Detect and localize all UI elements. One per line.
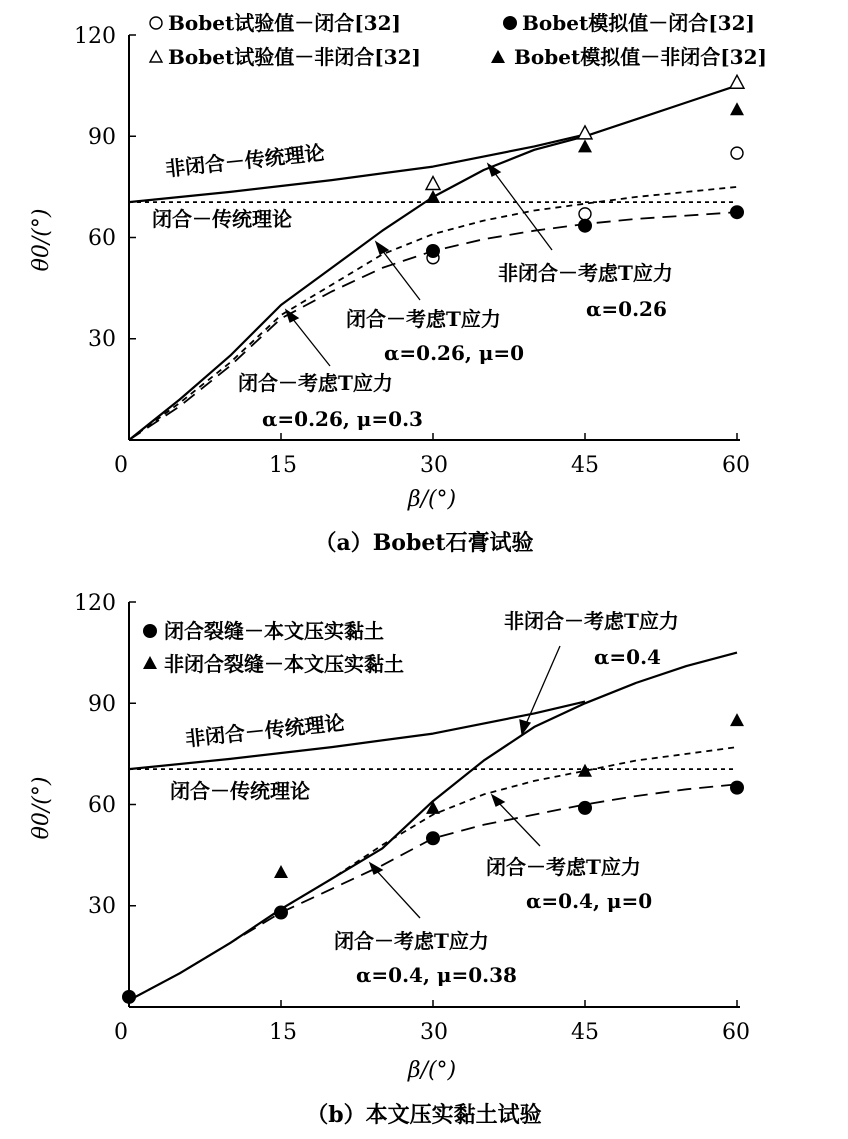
annotation-b-closed-t-mu038-params: α=0.4, μ=0.38 bbox=[356, 963, 517, 987]
data-point-b-s6-3 bbox=[730, 713, 744, 726]
data-point-a-s8-1 bbox=[578, 139, 592, 152]
legend-marker-circle-open bbox=[150, 17, 162, 29]
legend-marker-triangle-open bbox=[150, 51, 162, 62]
axes-a bbox=[129, 35, 740, 440]
annotation-a-nonclosed-traditional: 非闭合－传统理论 bbox=[164, 140, 326, 181]
annotation-b-nonclosed-traditional: 非闭合－传统理论 bbox=[184, 710, 346, 751]
y-tick-label-b-30: 30 bbox=[88, 894, 116, 919]
legend-marker-circle-filled bbox=[503, 16, 517, 30]
annotation-b-nonclosed-t-alpha: α=0.4 bbox=[594, 645, 661, 669]
chart-b bbox=[29, 591, 750, 1128]
x-tick-label-b-60: 60 bbox=[722, 1020, 750, 1045]
annotation-a-closed-t-mu03-params: α=0.26, μ=0.3 bbox=[262, 407, 423, 431]
data-point-a-s6-1 bbox=[578, 219, 592, 233]
y-tick-label-a-60: 60 bbox=[88, 226, 116, 251]
data-point-b-s6-0 bbox=[274, 865, 288, 878]
annotation-a-closed-t-mu03: 闭合－考虑T应力 bbox=[238, 371, 393, 395]
annotation-b-closed-t-mu038: 闭合－考虑T应力 bbox=[334, 929, 489, 953]
legend-label-a-0: Bobet试验值－闭合[32] bbox=[168, 11, 401, 35]
y-axis-label-a: θ0/(°) bbox=[29, 208, 54, 272]
legend-label-b-0: 闭合裂缝－本文压实黏土 bbox=[164, 619, 384, 643]
annotation-b-nonclosed-t: 非闭合－考虑T应力 bbox=[504, 609, 679, 633]
data-point-b-s5-4 bbox=[730, 781, 744, 795]
y-tick-label-b-60: 60 bbox=[88, 793, 116, 818]
plot-area-a bbox=[129, 75, 744, 440]
legend-marker-circle-filled bbox=[143, 624, 157, 638]
data-point-b-s5-1 bbox=[274, 906, 288, 920]
data-point-b-s5-2 bbox=[426, 831, 440, 845]
legend-a bbox=[150, 11, 767, 69]
x-tick-label-a-60: 60 bbox=[722, 453, 750, 478]
annotation-b-closed-traditional: 闭合－传统理论 bbox=[170, 779, 310, 803]
data-point-a-s8-0 bbox=[426, 190, 440, 203]
x-tick-label-b-15: 15 bbox=[269, 1020, 297, 1045]
y-tick-label-b-120: 120 bbox=[74, 591, 116, 616]
y-tick-label-a-30: 30 bbox=[88, 327, 116, 352]
y-axis-label-b: θ0/(°) bbox=[29, 776, 54, 840]
data-point-a-s5-1 bbox=[579, 208, 591, 220]
x-axis-label-a: β/(°) bbox=[407, 487, 457, 512]
data-point-a-s7-1 bbox=[578, 126, 592, 139]
legend-b bbox=[143, 619, 404, 676]
annotation-a-nonclosed-t: 非闭合－考虑T应力 bbox=[498, 261, 673, 285]
annotation-a-nonclosed-t-alpha: α=0.26 bbox=[586, 297, 667, 321]
x-tick-label-a-30: 30 bbox=[420, 453, 448, 478]
legend-label-a-3: Bobet模拟值－非闭合[32] bbox=[514, 45, 767, 69]
annotation-a-closed-traditional: 闭合－传统理论 bbox=[152, 207, 292, 231]
data-point-a-s8-2 bbox=[730, 102, 744, 115]
legend-label-a-2: Bobet试验值－非闭合[32] bbox=[168, 45, 421, 69]
data-point-a-s7-2 bbox=[730, 75, 744, 88]
data-point-a-s6-2 bbox=[730, 205, 744, 219]
x-tick-label-b-0: 0 bbox=[114, 1020, 128, 1045]
caption-a: （a）Bobet石膏试验 bbox=[314, 530, 534, 556]
legend-marker-triangle-filled bbox=[143, 656, 157, 669]
data-point-a-s6-0 bbox=[426, 244, 440, 258]
legend-label-b-1: 非闭合裂缝－本文压实黏土 bbox=[164, 652, 404, 676]
y-tick-label-a-120: 120 bbox=[74, 24, 116, 49]
x-axis-label-b: β/(°) bbox=[407, 1058, 457, 1083]
chart-a bbox=[29, 11, 767, 556]
caption-b: （b）本文压实黏土试验 bbox=[306, 1102, 542, 1128]
y-tick-label-a-90: 90 bbox=[88, 125, 116, 150]
ticks-a bbox=[129, 35, 737, 440]
data-point-b-s5-3 bbox=[578, 801, 592, 815]
legend-marker-triangle-filled bbox=[491, 50, 505, 63]
annotation-a-closed-t-mu0: 闭合－考虑T应力 bbox=[346, 307, 501, 331]
x-tick-label-a-45: 45 bbox=[571, 453, 599, 478]
x-tick-label-a-0: 0 bbox=[114, 453, 128, 478]
annotation-b-closed-t-mu0: 闭合－考虑T应力 bbox=[486, 855, 641, 879]
y-tick-label-b-90: 90 bbox=[88, 692, 116, 717]
data-point-a-s7-0 bbox=[426, 177, 440, 190]
data-point-a-s5-2 bbox=[731, 147, 743, 159]
annotation-a-closed-t-mu0-params: α=0.26, μ=0 bbox=[384, 341, 525, 365]
x-tick-label-b-45: 45 bbox=[571, 1020, 599, 1045]
annotation-b-closed-t-mu0-params: α=0.4, μ=0 bbox=[526, 889, 653, 913]
x-tick-label-b-30: 30 bbox=[420, 1020, 448, 1045]
data-point-b-s6-1 bbox=[426, 801, 440, 814]
x-tick-label-a-15: 15 bbox=[269, 453, 297, 478]
legend-label-a-1: Bobet模拟值－闭合[32] bbox=[522, 11, 755, 35]
